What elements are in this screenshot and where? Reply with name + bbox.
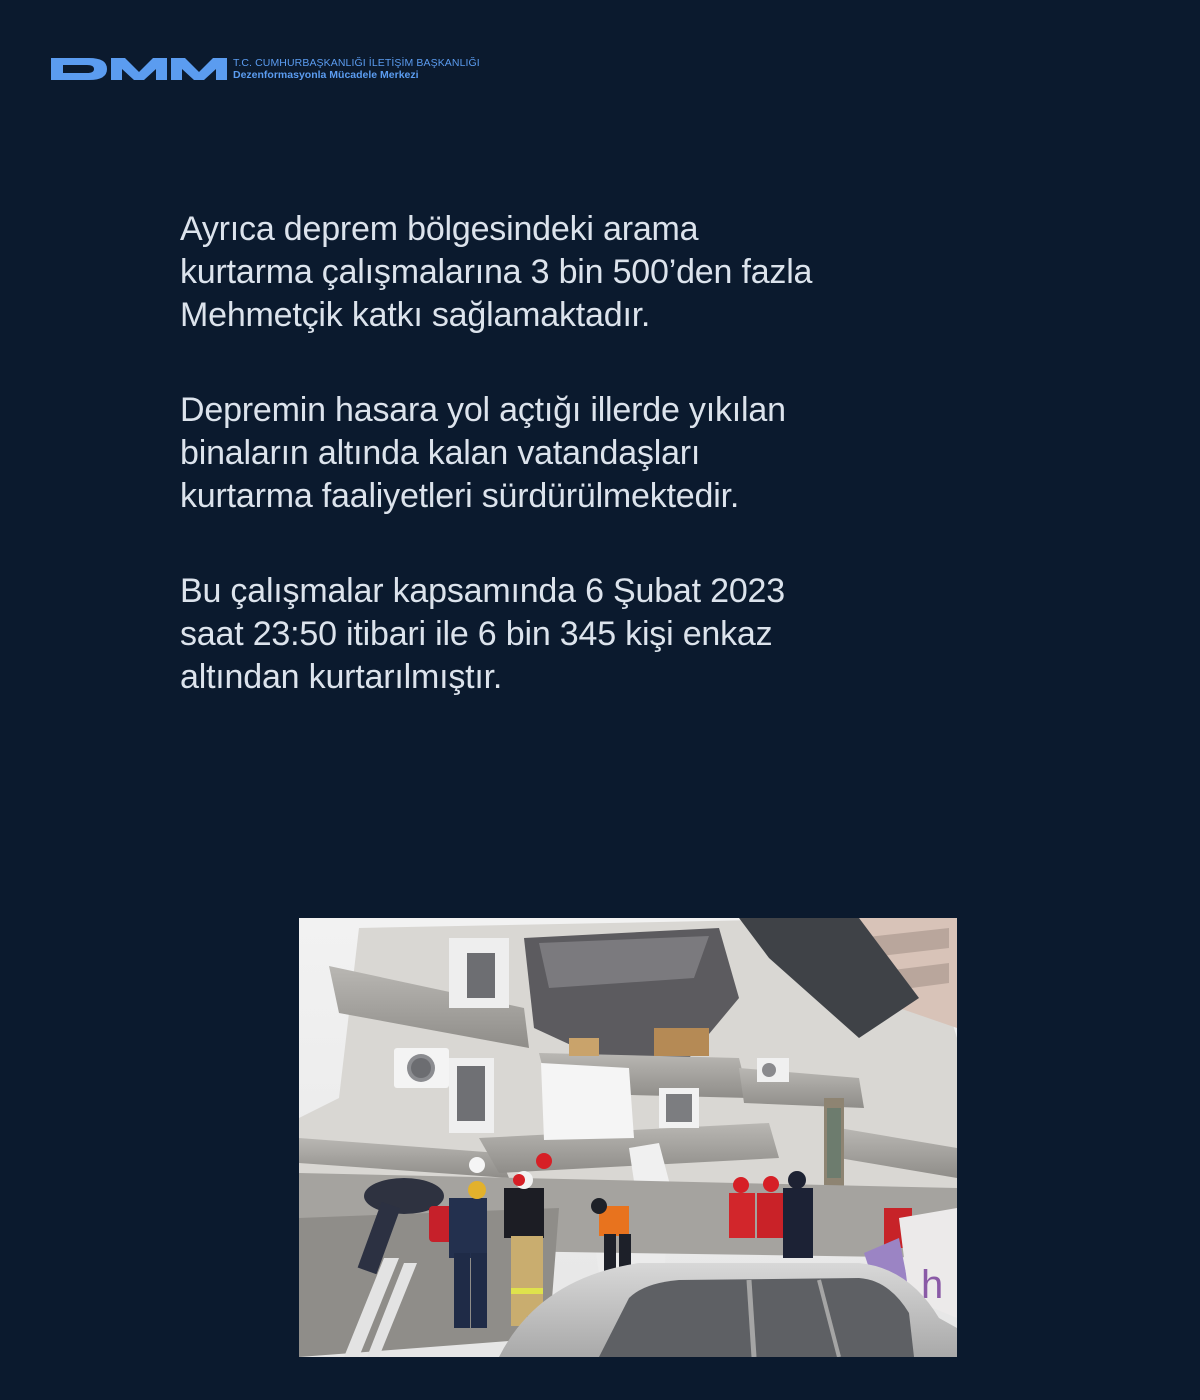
paragraph-line: binaların altında kalan vatandaşları — [180, 434, 701, 472]
rescue-photo — [299, 918, 957, 1357]
article-body — [180, 208, 940, 751]
paragraph-1 — [180, 208, 940, 337]
svg-text:h: h — [921, 1263, 944, 1307]
paragraph-line: Mehmetçik katkı sağlamaktadır. — [180, 296, 651, 334]
paragraph-2 — [180, 389, 940, 518]
dmm-logo-icon — [51, 56, 227, 82]
dmm-logo-mark — [51, 56, 227, 82]
dmm-logo — [51, 56, 480, 82]
org-name — [233, 58, 480, 81]
paragraph-line: kurtarma faaliyetleri sürdürülmektedir. — [180, 477, 740, 515]
paragraph-line: Ayrıca deprem bölgesindeki arama — [180, 210, 699, 248]
paragraph-line: Depremin hasara yol açtığı illerde yıkılan — [180, 391, 786, 429]
paragraph-3 — [180, 570, 940, 699]
paragraph-line: Bu çalışmalar kapsamında 6 Şubat 2023 — [180, 572, 785, 610]
paragraph-line: kurtarma çalışmalarına 3 bin 500’den fazla — [180, 253, 813, 291]
photo-image-icon — [299, 918, 957, 1357]
paragraph-line: saat 23:50 itibari ile 6 bin 345 kişi enkaz — [180, 615, 773, 653]
org-name-line2: Dezenformasyonla Mücadele Merkezi — [233, 69, 419, 81]
paragraph-line: altından kurtarılmıştır. — [180, 658, 503, 696]
org-name-line1: T.C. CUMHURBAŞKANLIĞI İLETİŞİM BAŞKANLIĞI — [233, 56, 480, 69]
